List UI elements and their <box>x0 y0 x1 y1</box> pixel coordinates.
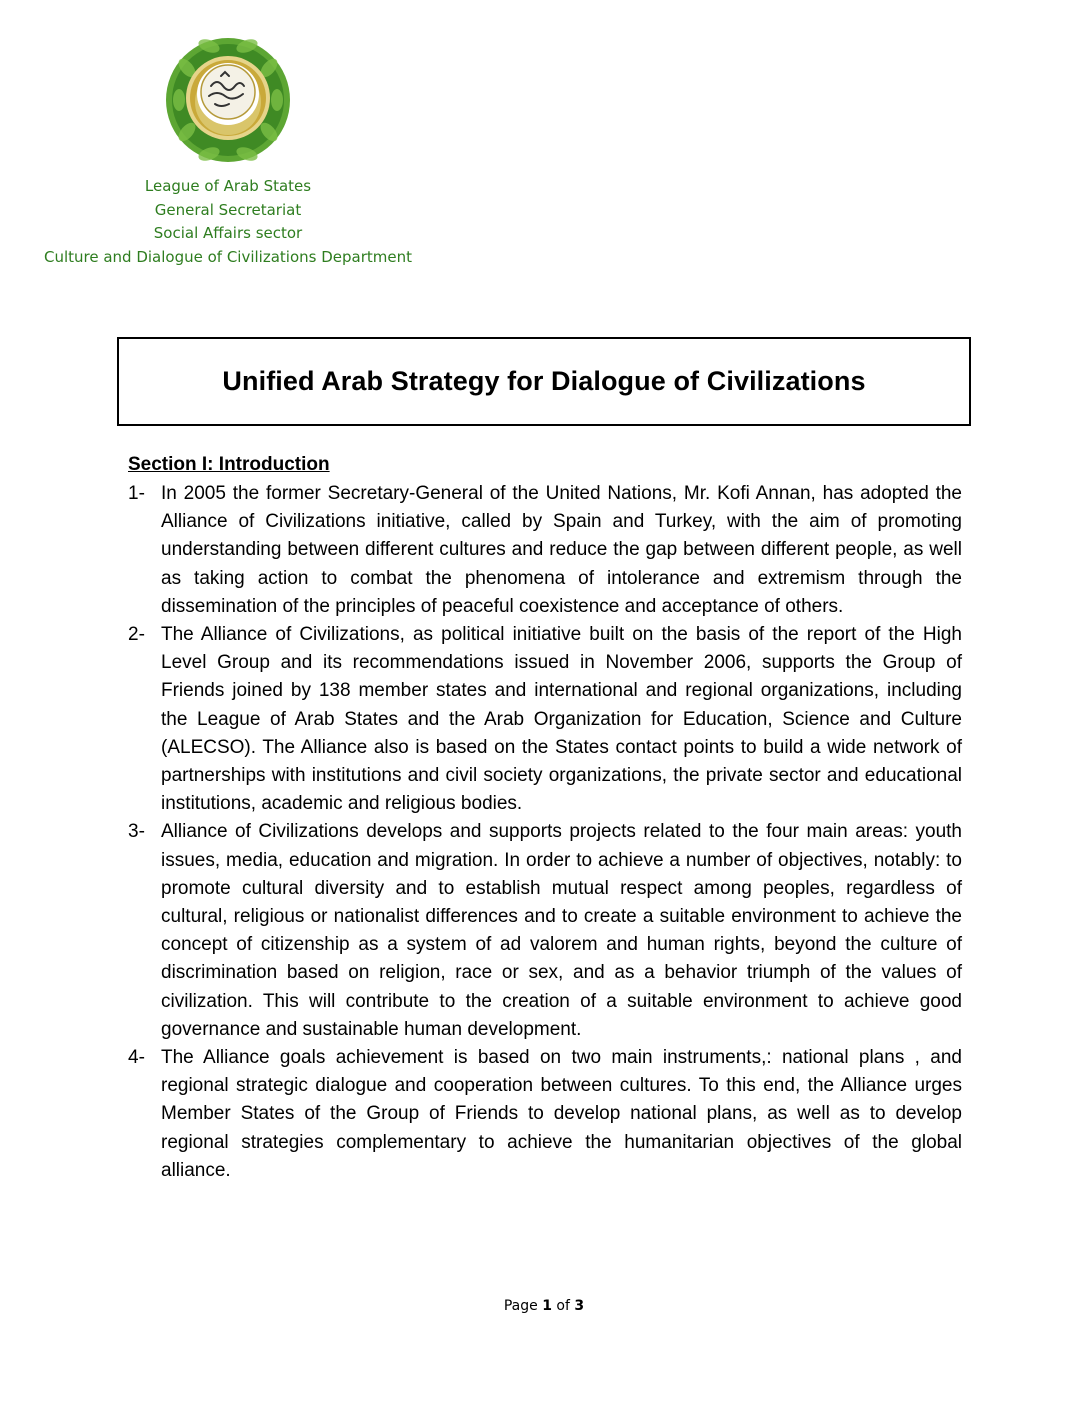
list-item <box>128 1044 962 1185</box>
introduction-list <box>128 480 962 1185</box>
list-item-number: 4- <box>128 1047 145 1069</box>
list-item-text: The Alliance goals achievement is based on two main instruments,: national plans , and regional strategic dialogue and cooperation between cultures. To this end, the Alliance urges Member States of the Group of Friends to develop national plans, as well as to develop regional strategies complementary to achieve the humanitarian objectives of the global alliance. <box>161 1047 962 1181</box>
league-emblem-icon <box>159 30 297 170</box>
document-title-box <box>117 337 971 426</box>
document-title: Unified Arab Strategy for Dialogue of Civilizations <box>222 366 866 396</box>
list-item <box>128 818 962 1044</box>
org-secretariat: General Secretariat <box>154 200 302 219</box>
list-item-text: In 2005 the former Secretary-General of the United Nations, Mr. Kofi Annan, has adopted the Alliance of Civilizations initiative, called by Spain and Turkey, with the aim of promoting understanding between different cultures and reduce the gap between different people, as well as taking action to combat the phenomena of intolerance and extremism through the dissemination of the principles of peaceful coexistence and acceptance of others. <box>161 483 962 617</box>
list-item-text: The Alliance of Civilizations, as political initiative built on the basis of the report of the High Level Group and its recommendations issued in November 2006, supports the Group of Friends joined by 138 member states and international and regional organizations, including the League of Arab States and the Arab Organization for Education, Science and Culture (ALECSO). The Alliance also is based on the States contact points to build a wide network of partnerships with institutions and civil society organizations, the private sector and educational institutions, academic and religious bodies. <box>161 624 962 815</box>
footer-total-pages: 3 <box>574 1298 585 1314</box>
page-footer <box>0 1298 1088 1314</box>
section-heading: Section I: Introduction <box>128 454 330 475</box>
list-item <box>128 480 962 621</box>
footer-current-page: 1 <box>542 1298 552 1314</box>
footer-of-word: of <box>556 1298 570 1314</box>
organization-header <box>20 175 436 269</box>
list-item-number: 1- <box>128 483 145 504</box>
list-item-text: Alliance of Civilizations develops and supports projects related to the four main areas: youth issues, media, education and migration. In order to achieve a number of objectives, notably: to promote cultural diversity and to establish mutual respect among peoples, regardless of cultural, religious or nationalist differences and to create a suitable environment to achieve the concept of citizenship as a system of ad valorem and human rights, beyond the culture of discrimination based on religion, race or sex, and as a behavior triumph of the values of civilization. This will contribute to the creation of a suitable environment to achieve good governance and sustainable human development. <box>161 821 962 1040</box>
list-item-number: 2- <box>128 624 145 646</box>
list-item <box>128 621 962 818</box>
list-item-number: 3- <box>128 821 145 843</box>
org-sector: Social Affairs sector <box>153 224 303 242</box>
footer-page-word: Page <box>503 1298 538 1314</box>
org-name: League of Arab States <box>144 177 312 195</box>
org-department: Culture and Dialogue of Civilizations Department <box>43 247 413 266</box>
